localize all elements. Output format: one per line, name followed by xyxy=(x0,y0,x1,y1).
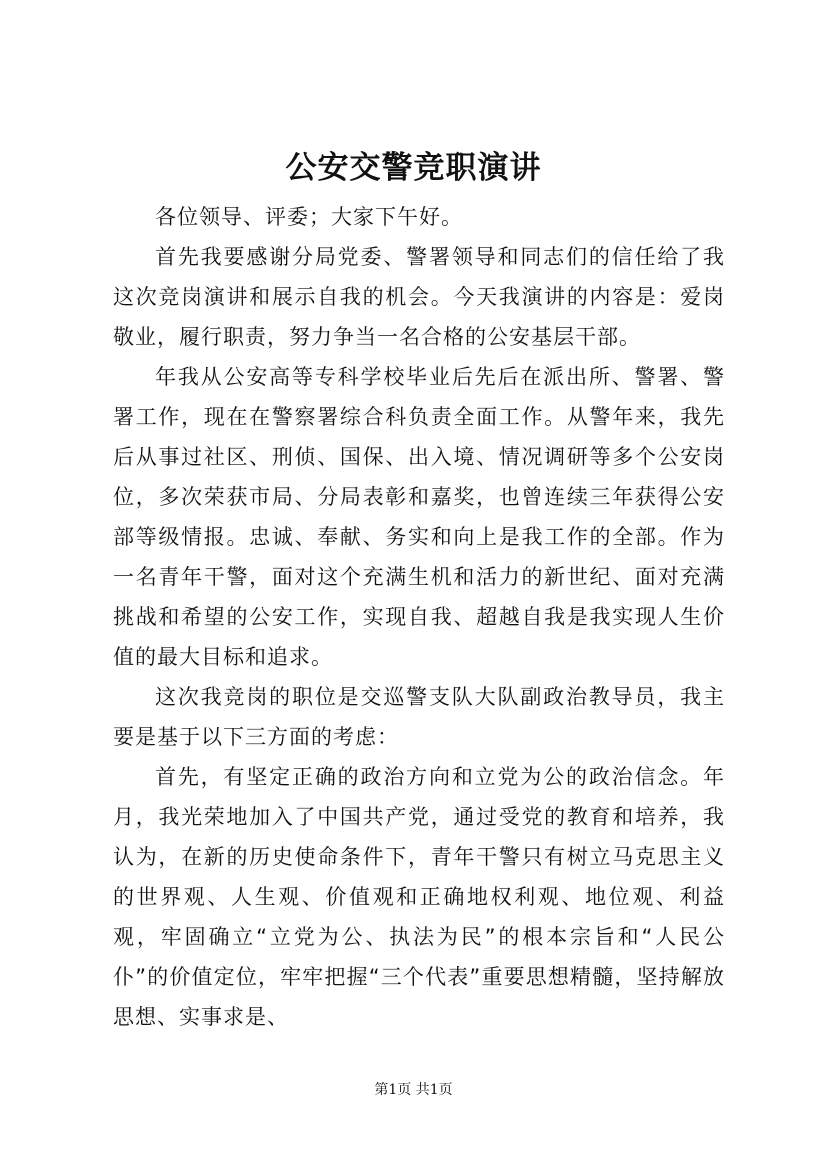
document-body xyxy=(113,197,725,1037)
paragraph-position: 这次我竞岗的职位是交巡警支队大队副政治教导员，我主要是基于以下三方面的考虑： xyxy=(113,685,725,749)
document-title: 公安交警竞职演讲 xyxy=(285,150,542,186)
paragraph-greeting: 各位领导、评委；大家下午好。 xyxy=(155,205,463,229)
paragraph-first-reason: 首先，有坚定正确的政治方向和立党为公的政治信念。年月，我光荣地加入了中国共产党，通过受党的教育和培养，我认为，在新的历史使命条件下，青年干警只有树立马克思主义的世界观、人生观、价值观和正确地权利观、地位观、利益观，牢固确立“立党为公、执法为民”的根本宗旨和“人民公仆”的价值定位，牢牢把握“三个代表”重要思想精髓，坚持解放思想、实事求是、 xyxy=(113,765,725,1029)
page-footer: 第1页 共1页 xyxy=(374,1082,453,1098)
paragraph-thanks: 首先我要感谢分局党委、警署领导和同志们的信任给了我这次竞岗演讲和展示自我的机会。今天我演讲的内容是：爱岗敬业，履行职责，努力争当一名合格的公安基层干部。 xyxy=(113,245,725,349)
paragraph-background: 年我从公安高等专科学校毕业后先后在派出所、警署、警署工作，现在在警察署综合科负责全面工作。从警年来，我先后从事过社区、刑侦、国保、出入境、情况调研等多个公安岗位，多次荣获市局、分局表彰和嘉奖，也曾连续三年获得公安部等级情报。忠诚、奉献、务实和向上是我工作的全部。作为一名青年干警，面对这个充满生机和活力的新世纪、面对充满挑战和希望的公安工作，实现自我、超越自我是我实现人生价值的最大目标和追求。 xyxy=(113,365,725,669)
